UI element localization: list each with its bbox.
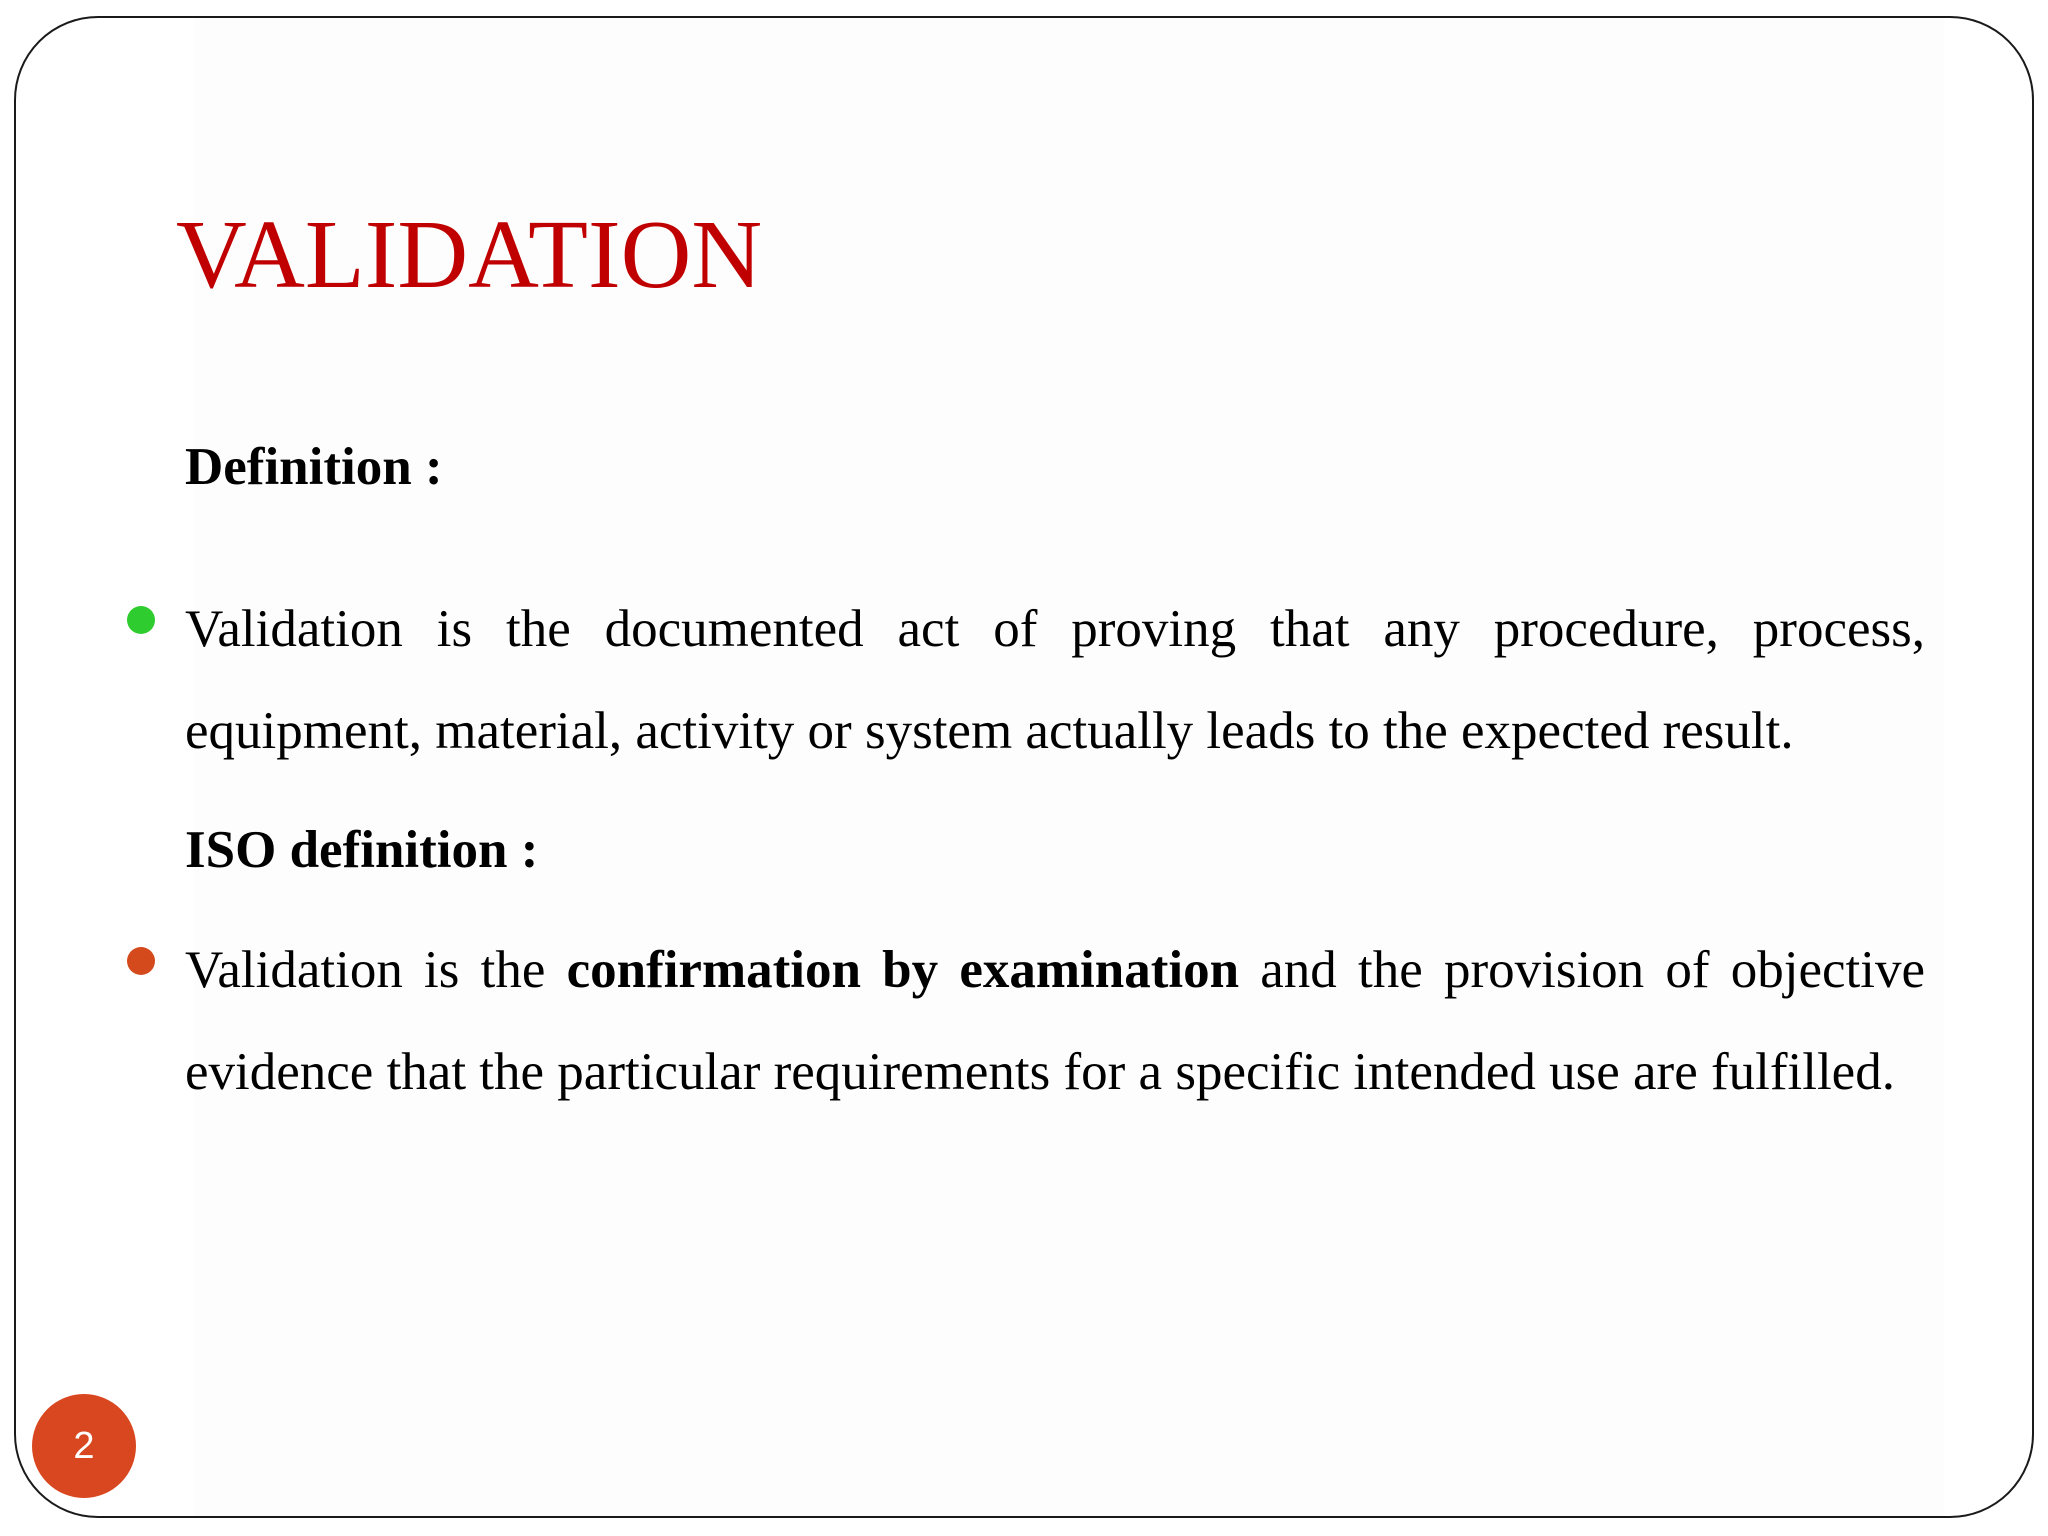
iso-definition-text	[185, 919, 1925, 1123]
iso-text-emphasis: confirmation by examination	[566, 941, 1240, 999]
iso-text-part: and the provision of objective evidence that the particular requirements for a specific intended use are fulfilled.	[185, 941, 1925, 1101]
page-number-badge: 2	[32, 1394, 136, 1498]
definition-text	[185, 578, 1925, 782]
slide-title: VALIDATION	[176, 201, 763, 309]
bullet-dot-icon	[127, 606, 155, 634]
definition-heading: Definition :	[185, 438, 443, 496]
iso-definition-heading: ISO definition :	[185, 821, 539, 879]
iso-text-part: Validation is the	[185, 941, 567, 999]
bullet-dot-icon	[127, 947, 155, 975]
definition-text-content: Validation is the documented act of proving that any procedure, process, equipment, material, activity or system actually leads to the expected result.	[185, 600, 1925, 760]
